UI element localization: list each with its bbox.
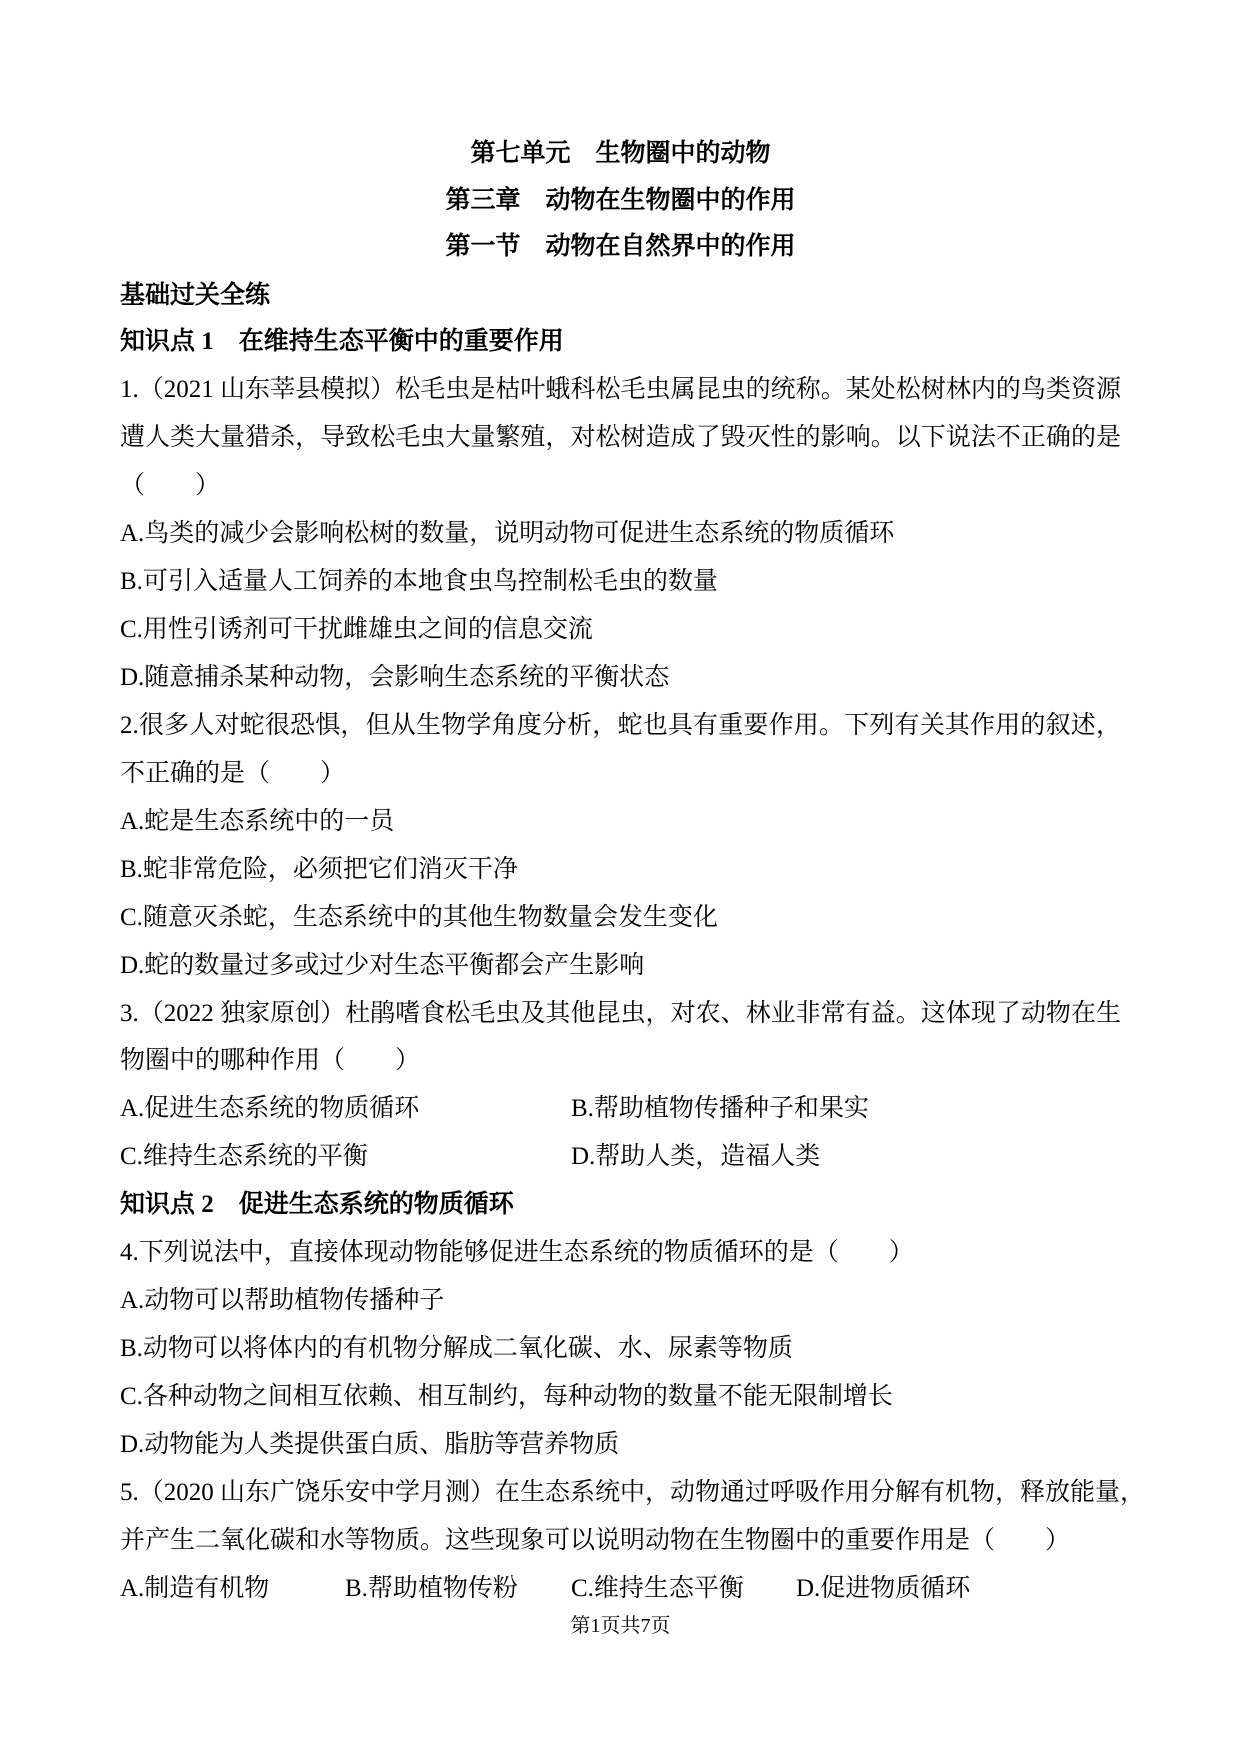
knowledge-point-heading: 知识点 1 在维持生态平衡中的重要作用: [120, 328, 564, 355]
answer-option-d: D.动物能为人类提供蛋白质、脂肪等营养物质: [120, 1431, 620, 1458]
answer-option-b: B.帮助植物传播种子和果实: [571, 1095, 869, 1122]
question-stem-line: 不正确的是（ ）: [120, 760, 346, 787]
answer-option-b: B.动物可以将体内的有机物分解成二氧化碳、水、尿素等物质: [120, 1335, 793, 1362]
answer-option-a: A.动物可以帮助植物传播种子: [120, 1287, 445, 1314]
question-stem-line: 3.（2022 独家原创）杜鹃嗜食松毛虫及其他昆虫，对农、林业非常有益。这体现了动物在生: [120, 1000, 1121, 1027]
answer-option-a: A.促进生态系统的物质循环: [120, 1095, 420, 1122]
question-stem-line: 物圈中的哪种作用（ ）: [120, 1047, 421, 1074]
answer-option-b: B.帮助植物传粉: [345, 1575, 518, 1602]
practice-heading: 基础过关全练: [120, 282, 271, 309]
knowledge-point-heading: 知识点 2 促进生态系统的物质循环: [120, 1191, 514, 1218]
question-stem-line: 4.下列说法中，直接体现动物能够促进生态系统的物质循环的是（ ）: [120, 1239, 914, 1266]
answer-blank: （ ）: [120, 472, 221, 499]
answer-option-c: C.维持生态系统的平衡: [120, 1143, 368, 1170]
page-footer: 第1页共7页: [570, 1615, 671, 1637]
answer-option-c: C.用性引诱剂可干扰雌雄虫之间的信息交流: [120, 616, 593, 643]
question-stem-line: 2.很多人对蛇很恐惧，但从生物学角度分析，蛇也具有重要作用。下列有关其作用的叙述，: [120, 712, 1121, 739]
chapter-title: 第三章 动物在生物圈中的作用: [445, 187, 796, 214]
answer-option-a: A.鸟类的减少会影响松树的数量，说明动物可促进生态系统的物质循环: [120, 520, 895, 547]
answer-option-a: A.蛇是生态系统中的一员: [120, 808, 395, 835]
answer-option-a: A.制造有机物: [120, 1575, 270, 1602]
question-stem-line: 遭人类大量猎杀，导致松毛虫大量繁殖，对松树造成了毁灭性的影响。以下说法不正确的是: [120, 424, 1121, 451]
unit-title: 第七单元 生物圈中的动物: [470, 140, 771, 167]
answer-option-c: C.各种动物之间相互依赖、相互制约，每种动物的数量不能无限制增长: [120, 1383, 893, 1410]
answer-option-c: C.随意灭杀蛇，生态系统中的其他生物数量会发生变化: [120, 904, 718, 931]
answer-option-b: B.蛇非常危险，必须把它们消灭干净: [120, 856, 518, 883]
answer-option-d: D.蛇的数量过多或过少对生态平衡都会产生影响: [120, 952, 645, 979]
question-stem-line: 并产生二氧化碳和水等物质。这些现象可以说明动物在生物圈中的重要作用是（ ）: [120, 1527, 1071, 1554]
answer-option-d: D.促进物质循环: [796, 1575, 971, 1602]
answer-option-c: C.维持生态平衡: [571, 1575, 744, 1602]
question-stem-line: 5.（2020 山东广饶乐安中学月测）在生态系统中，动物通过呼吸作用分解有机物，释放能量，: [120, 1479, 1146, 1506]
answer-option-b: B.可引入适量人工饲养的本地食虫鸟控制松毛虫的数量: [120, 568, 718, 595]
question-stem-line: 1.（2021 山东莘县模拟）松毛虫是枯叶蛾科松毛虫属昆虫的统称。某处松树林内的鸟类资源: [120, 376, 1121, 403]
section-title: 第一节 动物在自然界中的作用: [445, 233, 796, 260]
answer-option-d: D.随意捕杀某种动物，会影响生态系统的平衡状态: [120, 664, 670, 691]
answer-option-d: D.帮助人类，造福人类: [571, 1143, 821, 1170]
